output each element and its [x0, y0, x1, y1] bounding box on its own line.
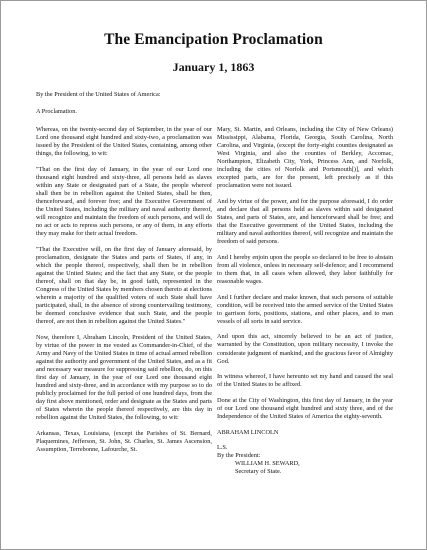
attestation	[217, 444, 393, 476]
paragraph: Whereas, on the twenty-second day of September, in the year of our Lord one thousand eight hundred and sixty-two, a proclamation was issued by the President of the United States, containing, among other things, the following, to wit:	[36, 126, 212, 158]
by-line: By the President:	[217, 452, 261, 460]
paragraph: Arkansas, Texas, Louisiana, (except the Parishes of St. Bernard, Plaquemines, Jefferson, St. John, St. Charles, St. James Ascension, Assumption, Terrebonne, Lafourche, St.	[36, 429, 212, 454]
secretary-name: WILLIAM H. SEWARD,	[235, 460, 300, 468]
intro-block	[36, 91, 396, 125]
paragraph: Done at the City of Washington, this first day of January, in the year of our Lord one thousand eight hundred and sixty three, and of the Independence of the United States of America the eighty-seventh.	[217, 396, 393, 420]
paragraph: Now, therefore I, Abraham Lincoln, President of the United States, by virtue of the power in me vested as Commander-in-Chief, of the Army and Navy of the United States in time of actual armed rebellion against the authority and government of the United States, and as a fit and necessary war measure for suppressing said rebellion, do, on this first day of January, in the year of our Lord one thousand eight hundred and sixty-three, and in accordance with my purpose so to do publicly proclaimed for the full period of one hundred days, from the day first above mentioned, order and designate as the States and parts of States wherein the people thereof respectively, are this day in rebellion against the United States, the following, to wit:	[36, 333, 212, 422]
document-title: The Emancipation Proclamation	[104, 31, 323, 48]
right-column	[217, 126, 393, 476]
paragraph: And by virtue of the power, and for the purpose aforesaid, I do order and declare that all persons held as slaves within said designated States, and parts of States, are, and henceforward shall be free; and that the Executive government of the United States, including the military and naval authorities thereof, will recognize and maintain the freedom of said persons.	[217, 197, 393, 246]
signature: ABRAHAM LINCOLN	[217, 428, 279, 436]
secretary-role: Secretary of State.	[235, 468, 282, 476]
intro-line: By the President of the United States of America:	[36, 91, 161, 98]
paragraph: And upon this act, sincerely believed to be an act of justice, warranted by the Constitution, upon military necessity, I invoke the considerate judgment of mankind, and the gracious favor of Almighty God.	[217, 333, 393, 365]
paragraph: And I further declare and make known, that such persons of suitable condition, will be received into the armed service of the United States to garrison forts, positions, stations, and other places, and to man vessels of all sorts in said service.	[217, 293, 393, 325]
intro-line: A Proclamation.	[36, 108, 77, 116]
paragraph: In witness whereof, I have hereunto set my hand and caused the seal of the United States to be affixed.	[217, 373, 393, 389]
paragraph: Mary, St. Martin, and Orleans, including the City of New Orleans) Mississippi, Alabama, Florida, Georgia, South Carolina, North Carolina, and Virginia, (except the forty-eight counties designated as West Virginia, and also the counties of Berkley, Accomac, Northampton, Elizabeth City, York, Princess Ann, and Norfolk, including the cities of Norfolk and Portsmouth[)], and which excepted parts, are for the present, left precisely as if this proclamation were not issued.	[217, 126, 393, 190]
paragraph: "That on the first day of January, in the year of our Lord one thousand eight hundred and sixty-three, all persons held as slaves within any State or designated part of a State, the people whereof shall then be in rebellion against the United States, shall be then, thenceforward, and forever free; and the Executive Government of the United States, including the military and naval authority thereof, will recognize and maintain the freedom of such persons, and will do no act or acts to repress such persons, or any of them, in any efforts they may make for their actual freedom.	[36, 165, 212, 238]
document-date: January 1, 1863	[172, 60, 255, 74]
paragraph: "That the Executive will, on the first day of January aforesaid, by proclamation, designate the States and parts of States, if any, in which the people thereof, respectively, shall then be in rebellion against the United States; and the fact that any State, or the people thereof, shall on that day be, in good faith, represented in the Congress of the United States by members chosen thereto at elections wherein a majority of the qualified voters of such State shall have participated, shall, in the absence of strong countervailing testimony, be deemed conclusive evidence that such State, and the people thereof, are not then in rebellion against the United States."	[36, 245, 212, 326]
paragraph: And I hereby enjoin upon the people so declared to be free to abstain from all violence, unless in necessary self-defence; and I recommend to them that, in all cases when allowed, they labor faithfully for reasonable wages.	[217, 253, 393, 285]
left-column	[36, 126, 212, 462]
ls-mark: L.S.	[217, 444, 228, 452]
